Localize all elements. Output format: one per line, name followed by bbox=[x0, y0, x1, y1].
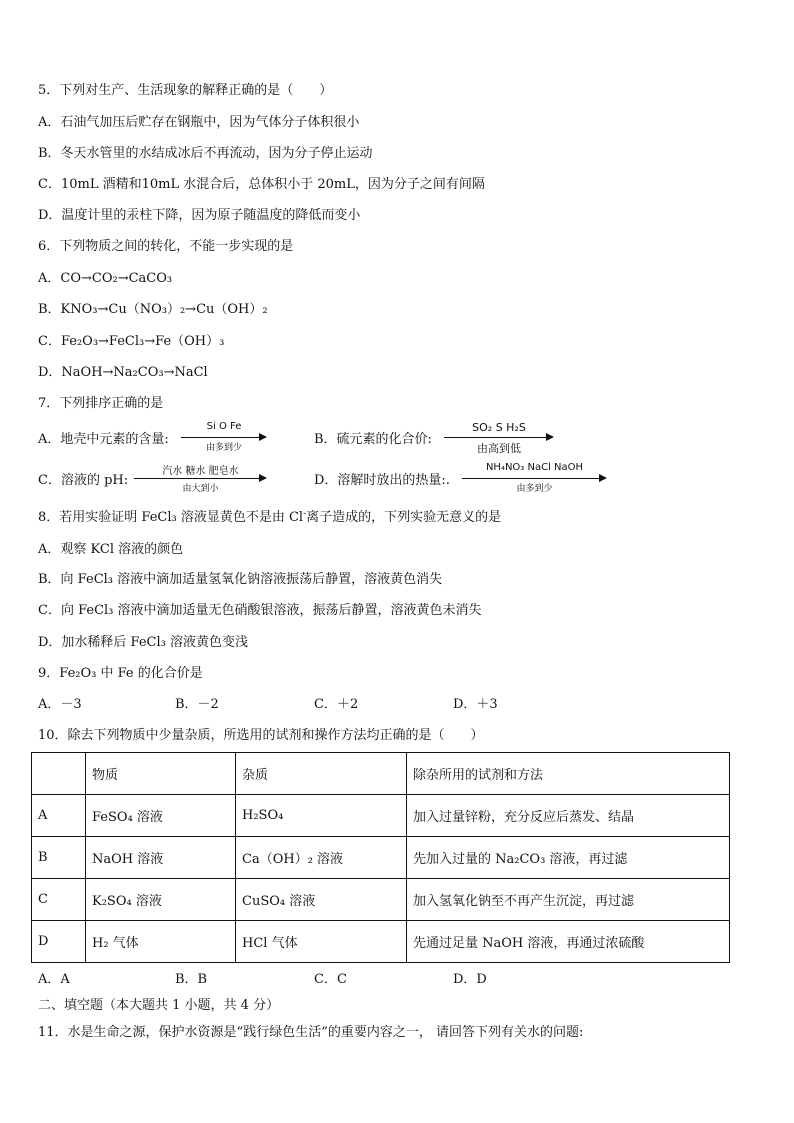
q7-option-d-direction: 由多到少 bbox=[516, 484, 553, 494]
q6-stem: 6．下列物质之间的转化，不能一步实现的是 bbox=[38, 239, 294, 254]
q10-option-b: B．B bbox=[175, 972, 208, 987]
header-cell: 除杂所用的试剂和方法 bbox=[407, 753, 730, 795]
table-row bbox=[32, 837, 730, 879]
table-cell: H₂ 气体 bbox=[86, 921, 236, 963]
q9-option-b: B．－2 bbox=[175, 697, 219, 712]
q8-stem bbox=[38, 509, 501, 527]
q7-option-b-label: B．硫元素的化合价: bbox=[314, 432, 432, 447]
table-row bbox=[32, 795, 730, 837]
arrow-shaft bbox=[444, 437, 548, 438]
q6-option-d: D．NaOH→Na₂CO₃→NaCl bbox=[38, 365, 208, 380]
header-cell bbox=[32, 753, 86, 795]
q6-option-b: B．KNO₃→Cu（NO₃）₂→Cu（OH）₂ bbox=[38, 302, 268, 317]
arrow-shaft bbox=[134, 478, 261, 479]
q7-option-a-direction: 由多到少 bbox=[205, 443, 242, 453]
table-cell: NaOH 溶液 bbox=[86, 837, 236, 879]
q9-option-c: C．＋2 bbox=[314, 697, 359, 712]
q11-stem: 11．水是生命之源，保护水资源是“践行绿色生活”的重要内容之一， 请回答下列有关水的问题: bbox=[38, 1025, 584, 1040]
q10-stem: 10．除去下列物质中少量杂质，所选用的试剂和操作方法均正确的是（ ） bbox=[38, 728, 484, 743]
q5-option-b: B．冬天水管里的水结成冰后不再流动，因为分子停止运动 bbox=[38, 146, 373, 161]
table-cell: D bbox=[32, 921, 86, 963]
table-row bbox=[32, 879, 730, 921]
q10-option-a: A．A bbox=[38, 972, 70, 987]
q8-stem-sup: - bbox=[303, 509, 307, 519]
table-row bbox=[32, 921, 730, 963]
q8-stem-post: 离子造成的，下列实验无意义的是 bbox=[306, 510, 502, 525]
table-cell: K₂SO₄ 溶液 bbox=[86, 879, 236, 921]
q7-option-b-order: SO₂ S H₂S bbox=[472, 421, 526, 434]
table-cell: A bbox=[32, 795, 86, 837]
q7-option-c-direction: 由大到小 bbox=[182, 484, 219, 494]
q7-option-c-label: C．溶液的 pH: bbox=[38, 473, 129, 488]
table-cell: 先通过足量 NaOH 溶液，再通过浓硫酸 bbox=[407, 921, 730, 963]
table-cell: H₂SO₄ bbox=[236, 795, 407, 837]
q7-option-a-arrow bbox=[181, 423, 267, 453]
table-cell: B bbox=[32, 837, 86, 879]
table-cell: Ca（OH）₂ 溶液 bbox=[236, 837, 407, 879]
q8-option-d: D．加水稀释后 FeCl₃ 溶液黄色变浅 bbox=[38, 635, 249, 650]
q9-option-a: A．－3 bbox=[38, 697, 82, 712]
q7-option-a-label: A．地壳中元素的含量: bbox=[38, 432, 169, 447]
q8-option-a: A．观察 KCl 溶液的颜色 bbox=[38, 542, 184, 557]
header-cell: 物质 bbox=[86, 753, 236, 795]
q5-stem: 5．下列对生产、生活现象的解释正确的是（ ） bbox=[38, 83, 333, 98]
header-cell: 杂质 bbox=[236, 753, 407, 795]
q7-option-b-direction: 由高到低 bbox=[477, 442, 521, 455]
q7-option-d-order: NH₄NO₃ NaCl NaOH bbox=[485, 462, 584, 473]
q10-option-c: C．C bbox=[314, 972, 347, 987]
arrow-shaft bbox=[462, 478, 601, 479]
table-header-row bbox=[32, 753, 730, 795]
arrow-shaft bbox=[181, 437, 261, 438]
q8-option-c: C．向 FeCl₃ 溶液中滴加适量无色硝酸银溶液，振荡后静置，溶液黄色未消失 bbox=[38, 603, 482, 618]
q10-option-d: D．D bbox=[453, 972, 487, 987]
q8-option-b: B．向 FeCl₃ 溶液中滴加适量氢氧化钠溶液振荡后静置，溶液黄色消失 bbox=[38, 572, 443, 587]
q7-option-a-order: Si O Fe bbox=[206, 421, 242, 432]
table-cell: C bbox=[32, 879, 86, 921]
q5-option-a: A．石油气加压后贮存在钢瓶中，因为气体分子体积很小 bbox=[38, 115, 360, 130]
q7-option-c-arrow bbox=[134, 464, 267, 494]
table-cell: 加入氢氧化钠至不再产生沉淀，再过滤 bbox=[407, 879, 730, 921]
q5-option-c: C．10mL 酒精和10mL 水混合后，总体积小于 20mL，因为分子之间有间隔 bbox=[38, 177, 485, 192]
table-cell: FeSO₄ 溶液 bbox=[86, 795, 236, 837]
q7-option-c-order: 汽水 糖水 肥皂水 bbox=[162, 466, 239, 477]
q6-option-a: A．CO→CO₂→CaCO₃ bbox=[38, 271, 173, 286]
table-cell: 先加入过量的 Na₂CO₃ 溶液，再过滤 bbox=[407, 837, 730, 879]
q8-stem-pre: 8．若用实验证明 FeCl₃ 溶液显黄色不是由 Cl bbox=[38, 510, 304, 525]
q7-stem: 7．下列排序正确的是 bbox=[38, 396, 164, 411]
q10-table bbox=[31, 752, 730, 963]
table-cell: CuSO₄ 溶液 bbox=[236, 879, 407, 921]
q9-stem: 9．Fe₂O₃ 中 Fe 的化合价是 bbox=[38, 666, 203, 681]
q5-option-d: D．温度计里的汞柱下降，因为原子随温度的降低而变小 bbox=[38, 208, 361, 223]
q7-option-d-arrow bbox=[462, 464, 607, 494]
q7-option-b-arrow bbox=[444, 423, 554, 453]
table-cell: 加入过量锌粉，充分反应后蒸发、结晶 bbox=[407, 795, 730, 837]
section-heading: 二、填空题（本大题共 1 小题，共 4 分） bbox=[38, 998, 280, 1013]
q9-option-d: D．＋3 bbox=[453, 697, 498, 712]
q6-option-c: C．Fe₂O₃→FeCl₃→Fe（OH）₃ bbox=[38, 334, 225, 349]
q7-option-d-label: D．溶解时放出的热量:. bbox=[314, 473, 450, 488]
table-cell: HCl 气体 bbox=[236, 921, 407, 963]
